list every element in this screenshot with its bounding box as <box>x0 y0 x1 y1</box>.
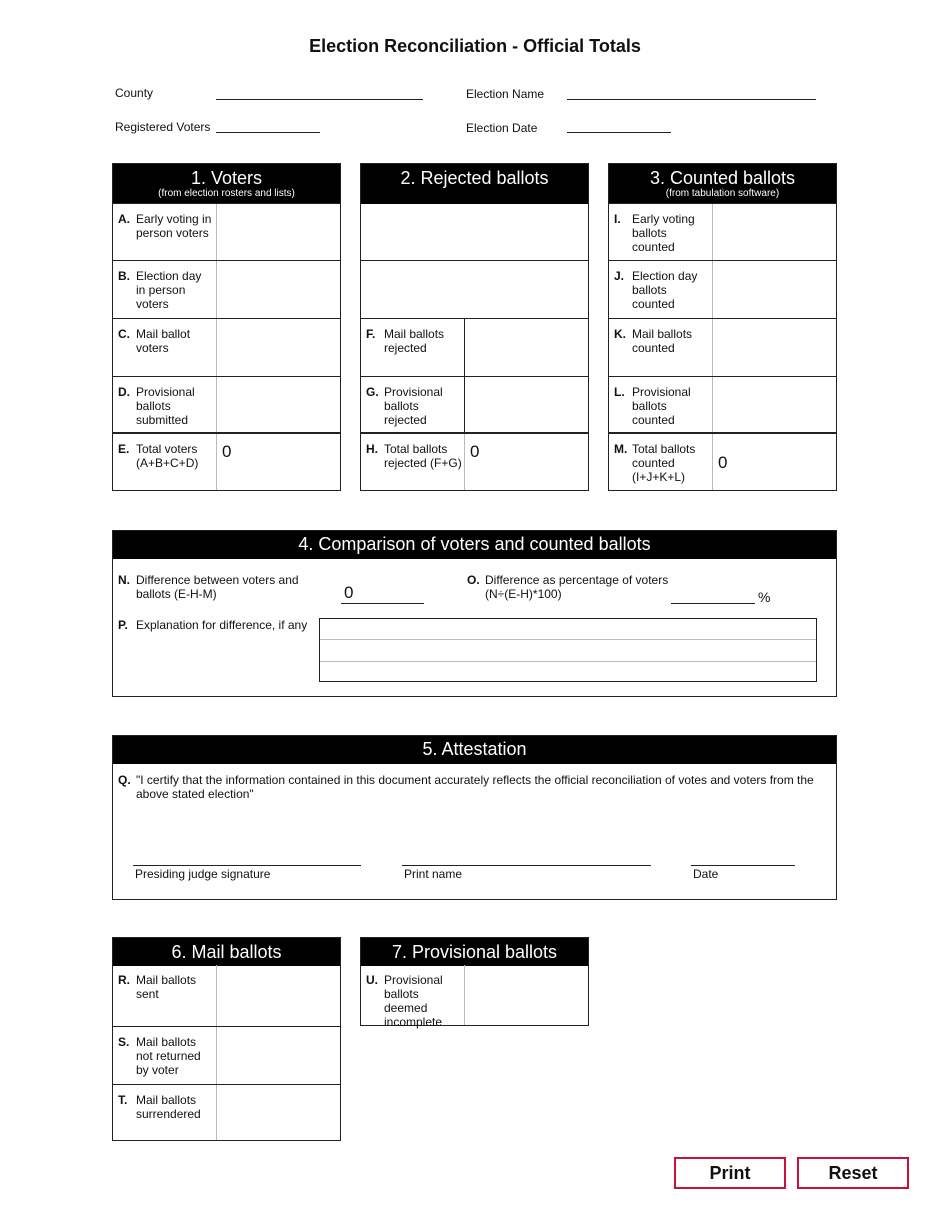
voters-section <box>112 163 341 491</box>
rejected-section <box>360 163 589 491</box>
voters-row-a <box>113 203 340 261</box>
difference-n-value: 0 <box>344 583 354 602</box>
explanation-field[interactable] <box>319 618 817 682</box>
early-voting-voters-input[interactable] <box>217 204 340 261</box>
counted-row-k <box>609 318 836 376</box>
rejected-header <box>361 164 588 204</box>
row-label: Provisional ballots submitted <box>136 385 195 427</box>
election-day-counted-input[interactable] <box>713 261 836 318</box>
row-key: K. <box>614 327 626 341</box>
row-label: Early voting in person voters <box>136 212 212 240</box>
row-key: G. <box>366 385 379 399</box>
provisional-section <box>360 937 589 1029</box>
row-label: Difference as percentage of voters (N÷(E-H)*100) <box>485 573 669 601</box>
row-key: S. <box>118 1035 130 1049</box>
row-label: Provisional ballots deemed incomplete <box>384 973 443 1029</box>
row-key: T. <box>118 1093 128 1107</box>
counted-section <box>608 163 837 491</box>
certification-text: "I certify that the information contained in this document accurately reflects the official reconciliation of votes and voters from the above stated election" <box>136 773 814 801</box>
row-key: U. <box>366 973 378 987</box>
signature-label: Presiding judge signature <box>135 867 271 881</box>
row-key: P. <box>118 618 128 632</box>
row-label: Difference between voters and ballots (E-H-M) <box>136 573 299 601</box>
voters-subtitle: (from election rosters and lists) <box>158 188 295 199</box>
comparison-title: 4. Comparison of voters and counted ballots <box>298 534 651 554</box>
counted-row-j <box>609 260 836 318</box>
row-label: Provisional ballots counted <box>632 385 691 427</box>
mail-counted-input[interactable] <box>713 319 836 376</box>
mail-row-s <box>113 1026 340 1084</box>
row-label: Mail ballots not returned by voter <box>136 1035 201 1077</box>
county-label: County <box>115 86 154 100</box>
election-day-voters-input[interactable] <box>217 261 340 318</box>
reset-button[interactable]: Reset <box>797 1157 909 1189</box>
row-label: Total ballots counted (I+J+K+L) <box>632 442 696 484</box>
print-button[interactable]: Print <box>674 1157 786 1189</box>
row-key: E. <box>118 442 130 456</box>
mail-not-returned-input[interactable] <box>217 1027 340 1084</box>
election-date-label: Election Date <box>466 121 538 135</box>
provisional-row-u <box>361 965 588 1029</box>
rejected-row-g <box>361 376 588 433</box>
row-label: Mail ballot voters <box>136 327 191 355</box>
row-label: Election day ballots counted <box>632 269 698 311</box>
mail-section <box>112 937 341 1141</box>
row-label: Mail ballots sent <box>136 973 197 1001</box>
row-key: I. <box>614 212 621 226</box>
mail-row-r <box>113 965 340 1026</box>
row-key: H. <box>366 442 378 456</box>
voters-header <box>113 164 340 204</box>
row-key: M. <box>614 442 628 456</box>
mail-header <box>113 938 340 966</box>
rejected-title: 2. Rejected ballots <box>400 168 549 188</box>
row-key: F. <box>366 327 376 341</box>
row-key: B. <box>118 269 130 283</box>
mail-title: 6. Mail ballots <box>171 942 282 962</box>
voters-row-d <box>113 376 340 433</box>
attestation-title: 5. Attestation <box>422 739 527 759</box>
election-date-field[interactable] <box>567 119 671 133</box>
difference-n-field[interactable] <box>341 582 424 604</box>
voters-title: 1. Voters <box>190 168 263 188</box>
voters-row-e <box>113 432 340 490</box>
mail-surrendered-input[interactable] <box>217 1085 340 1140</box>
provisional-counted-input[interactable] <box>713 377 836 433</box>
provisional-rejected-input[interactable] <box>465 377 588 433</box>
counted-subtitle: (from tabulation software) <box>665 188 780 199</box>
row-label: Election day in person voters <box>136 269 202 311</box>
row-key: C. <box>118 327 130 341</box>
voters-row-c <box>113 318 340 376</box>
row-key: L. <box>614 385 625 399</box>
row-label: Mail ballots surrendered <box>136 1093 201 1121</box>
row-key: A. <box>118 212 130 226</box>
date-label: Date <box>693 867 719 881</box>
difference-o-label <box>467 573 677 601</box>
certification-statement <box>118 773 818 801</box>
mail-row-t <box>113 1084 340 1140</box>
comparison-header <box>113 531 836 559</box>
row-label: Mail ballots rejected <box>384 327 445 355</box>
print-name-label: Print name <box>404 867 463 881</box>
provisional-header <box>361 938 588 966</box>
row-label: Early voting ballots counted <box>632 212 695 254</box>
early-counted-input[interactable] <box>713 204 836 261</box>
row-key: J. <box>614 269 625 283</box>
row-label: Total ballots rejected (F+G) <box>384 442 462 470</box>
provisional-incomplete-input[interactable] <box>465 965 588 1025</box>
row-key: N. <box>118 573 130 587</box>
rejected-row-h <box>361 432 588 490</box>
difference-o-field[interactable] <box>671 588 755 604</box>
provisional-title: 7. Provisional ballots <box>391 942 558 962</box>
voters-row-b <box>113 260 340 318</box>
row-label: Explanation for difference, if any <box>136 618 308 632</box>
election-name-field[interactable] <box>567 86 816 100</box>
row-key: D. <box>118 385 130 399</box>
row-label: Provisional ballots rejected <box>384 385 443 427</box>
row-label: Mail ballots counted <box>632 327 693 355</box>
difference-n-label <box>118 573 333 601</box>
row-key: Q. <box>118 773 131 787</box>
registered-voters-label: Registered Voters <box>115 120 211 134</box>
percent-unit: % <box>758 589 771 605</box>
attestation-header <box>113 736 836 764</box>
election-name-label: Election Name <box>466 87 545 101</box>
mail-sent-input[interactable] <box>217 965 340 1026</box>
comparison-section <box>112 530 837 697</box>
explanation-p-label <box>118 618 333 632</box>
mail-ballot-voters-input[interactable] <box>217 319 340 376</box>
provisional-submitted-input[interactable] <box>217 377 340 433</box>
rejected-row-f <box>361 318 588 376</box>
counted-row-i <box>609 203 836 261</box>
attestation-section <box>112 735 837 900</box>
counted-header <box>609 164 836 204</box>
row-label: Total voters (A+B+C+D) <box>136 442 199 470</box>
total-rejected-value: 0 <box>470 442 480 461</box>
mail-rejected-input[interactable] <box>465 319 588 376</box>
total-voters-value: 0 <box>222 442 232 461</box>
rejected-divider <box>361 260 588 261</box>
total-counted-value: 0 <box>718 453 728 472</box>
counted-row-l <box>609 376 836 433</box>
county-field[interactable] <box>216 86 423 100</box>
counted-row-m <box>609 432 836 490</box>
row-key: R. <box>118 973 130 987</box>
counted-title: 3. Counted ballots <box>649 168 796 188</box>
registered-voters-field[interactable] <box>216 119 320 133</box>
page-title: Election Reconciliation - Official Totals <box>309 36 641 56</box>
row-key: O. <box>467 573 480 587</box>
